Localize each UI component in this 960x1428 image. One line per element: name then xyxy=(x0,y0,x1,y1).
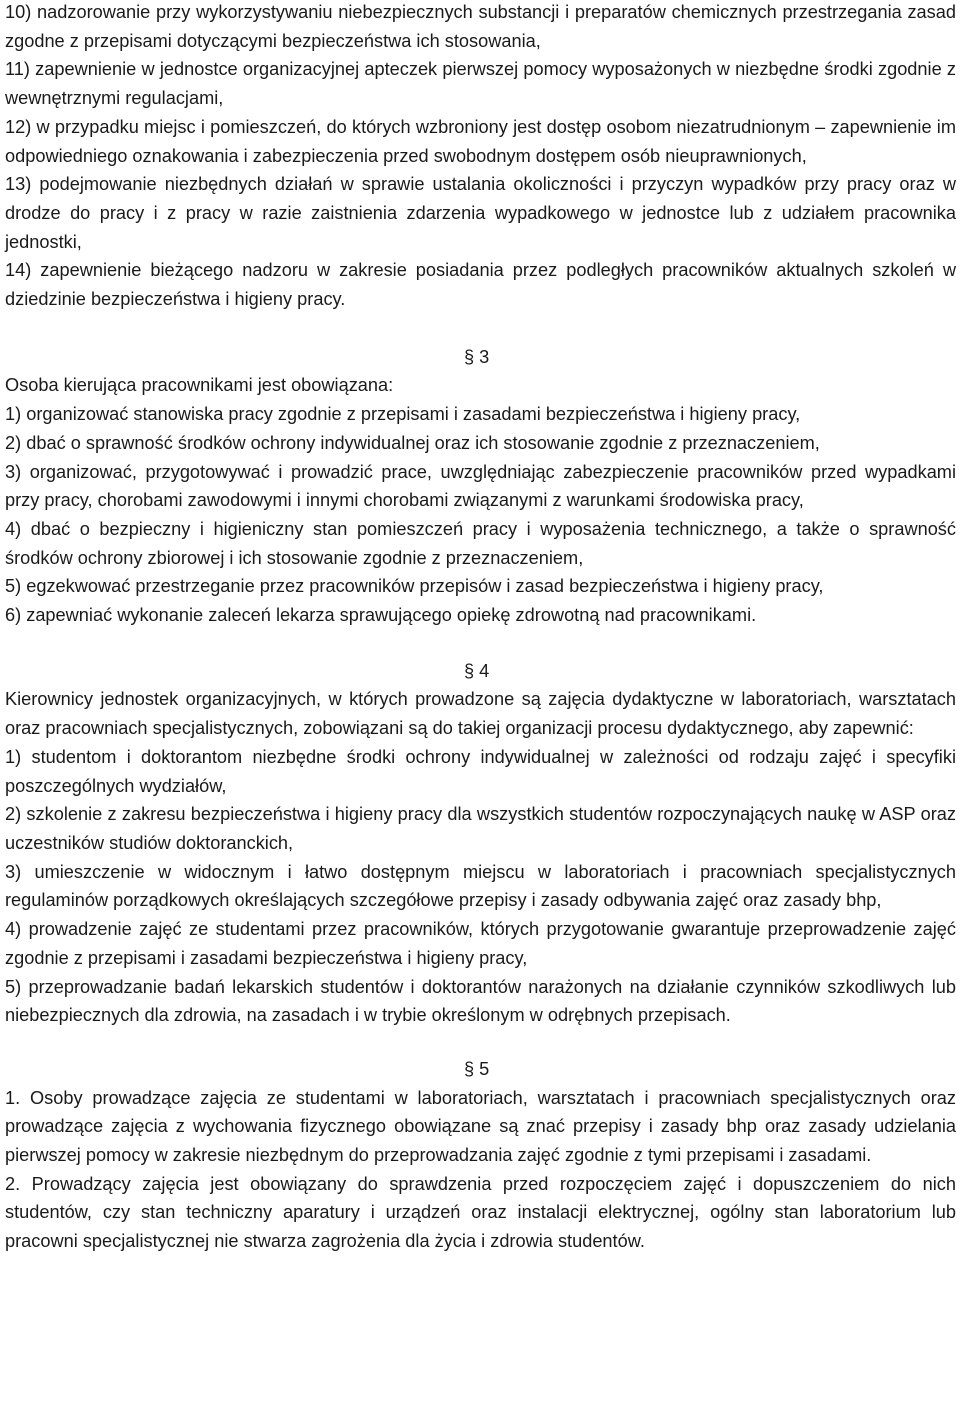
list-item: 4) prowadzenie zajęć ze studentami przez pracowników, których przygotowanie gwarantuje przeprowadzenie zajęć zgodnie z przepisami i zasadami bezpieczeństwa i higieny pracy, xyxy=(5,919,956,968)
list-item: 1) organizować stanowiska pracy zgodnie z przepisami i zasadami bezpieczeństwa i higieny pracy, xyxy=(5,404,801,425)
section-spacer xyxy=(5,630,956,657)
list-item: 14) zapewnienie bieżącego nadzoru w zakresie posiadania przez podległych pracowników aktualnych szkoleń w dziedzinie bezpieczeństwa i higieny pracy. xyxy=(5,260,956,310)
list-item: 4) dbać o bezpieczny i higieniczny stan pomieszczeń pracy i wyposażenia technicznego, a także o sprawność środków ochrony zbiorowej i ich stosowanie zgodnie z przeznaczeniem, xyxy=(5,518,956,568)
section-4 xyxy=(5,657,956,1030)
list-item: 1. Osoby prowadzące zajęcia ze studentami w laboratoriach, warsztatach i pracowniach specjalistycznych oraz prowadzące zajęcia z wychowania fizycznego obowiązane są znać przepisy i zasady bhp oraz zasady udzielania pierwszej pomocy w zakresie niezbędnym do przeprowadzania zajęć zgodnie z tymi przepisami i zasadami. xyxy=(5,1087,956,1166)
list-item: 2) szkolenie z zakresu bezpieczeństwa i higieny pracy dla wszystkich studentów rozpoczynających naukę w ASP oraz uczestników studiów doktoranckich, xyxy=(5,804,956,853)
section-2-continued xyxy=(5,0,956,314)
list-item: 11) zapewnienie w jednostce organizacyjnej apteczek pierwszej pomocy wyposażonych w niezbędne środki zgodnie z wewnętrznymi regulacjami, xyxy=(5,59,956,109)
section-3 xyxy=(5,343,956,630)
list-item: 1) studentom i doktorantom niezbędne środki ochrony indywidualnej w zależności od rodzaju zajęć i specyfiki poszczególnych wydziałów, xyxy=(5,746,956,796)
list-item: 6) zapewniać wykonanie zaleceń lekarza sprawującego opiekę zdrowotną nad pracownikami. xyxy=(5,605,757,626)
list-item: 5) przeprowadzanie badań lekarskich studentów i doktorantów narażonych na działanie czynników szkodliwych lub niebezpiecznych dla zdrowia, na zasadach i w trybie określonym w odrębnych przepisach. xyxy=(5,976,956,1026)
section-heading: § 5 xyxy=(464,1058,490,1079)
section-heading: § 4 xyxy=(464,660,490,681)
section-intro: Kierownicy jednostek organizacyjnych, w których prowadzone są zajęcia dydaktyczne w laboratoriach, warsztatach oraz pracowniach specjalistycznych, zobowiązani są do takiej organizacji procesu dydaktycznego, aby zapewnić: xyxy=(5,689,956,739)
list-item: 5) egzekwować przestrzeganie przez pracowników przepisów i zasad bezpieczeństwa i higieny pracy, xyxy=(5,576,824,597)
document-page xyxy=(5,0,956,1256)
list-item: 3) umieszczenie w widocznym i łatwo dostępnym miejscu w laboratoriach i pracowniach specjalistycznych regulaminów porządkowych określających szczegółowe przepisy i zasady odbywania zajęć oraz zasady bhp, xyxy=(5,861,956,911)
list-item: 2. Prowadzący zajęcia jest obowiązany do sprawdzenia przed rozpoczęciem zajęć i dopuszczeniem do nich studentów, czy stan techniczny aparatury i urządzeń oraz instalacji elektrycznej, ogólny stan laboratorium lub pracowni specjalistycznej nie stwarza zagrożenia dla życia i zdrowia studentów. xyxy=(5,1173,956,1252)
list-item: 3) organizować, przygotowywać i prowadzić prace, uwzględniając zabezpieczenie pracowników przed wypadkami przy pracy, chorobami zawodowymi i innymi chorobami związanymi z warunkami środowiska pracy, xyxy=(5,461,956,511)
section-spacer xyxy=(5,1030,956,1055)
list-item: 13) podejmowanie niezbędnych działań w sprawie ustalania okoliczności i przyczyn wypadków przy pracy oraz w drodze do pracy i z pracy w razie zaistnienia zdarzenia wypadkowego w jednostce lub z udziałem pracownika jednostki, xyxy=(5,174,956,252)
list-item: 2) dbać o sprawność środków ochrony indywidualnej oraz ich stosowanie zgodnie z przeznaczeniem, xyxy=(5,432,820,453)
section-spacer xyxy=(5,314,956,343)
section-intro: Osoba kierująca pracownikami jest obowiązana: xyxy=(5,375,394,396)
section-5 xyxy=(5,1055,956,1256)
list-item: 12) w przypadku miejsc i pomieszczeń, do których wzbroniony jest dostęp osobom niezatrudnionym – zapewnienie im odpowiedniego oznakowania i zabezpieczenia przed swobodnym dostępem osób nieuprawnionych, xyxy=(5,116,956,166)
section-heading: § 3 xyxy=(464,346,490,367)
list-item: 10) nadzorowanie przy wykorzystywaniu niebezpiecznych substancji i preparatów chemicznych przestrzegania zasad zgodne z przepisami dotyczącymi bezpieczeństwa ich stosowania, xyxy=(5,2,956,51)
